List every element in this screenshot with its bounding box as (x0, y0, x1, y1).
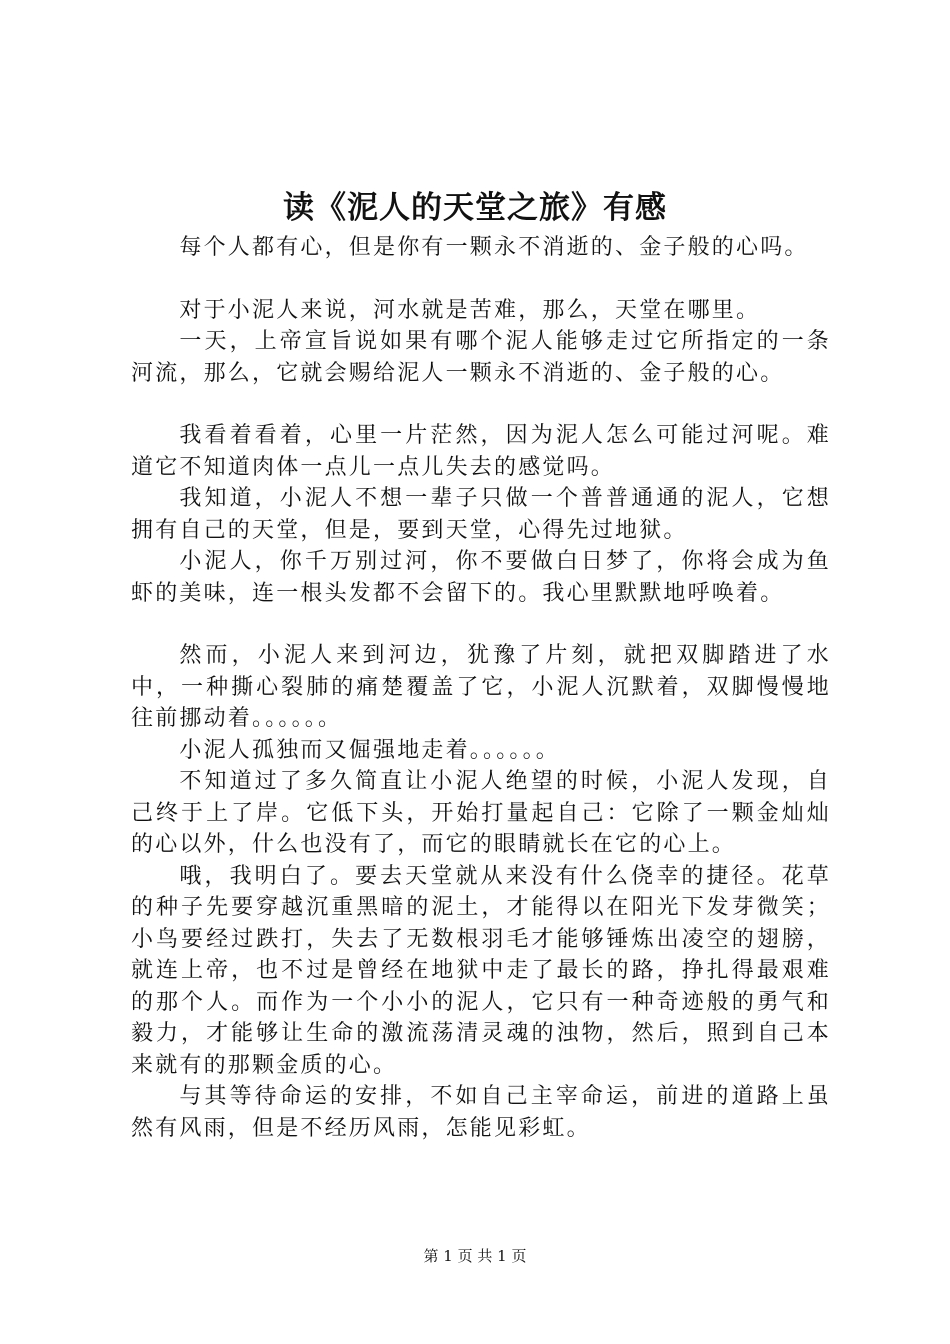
paragraph-6: 小泥人，你千万别过河，你不要做白日梦了，你将会成为鱼虾的美味，连一根头发都不会留下的。我心里默默地呼唤着。 (131, 549, 831, 606)
document-body (131, 232, 831, 1144)
paragraph-1: 每个人都有心，但是你有一颗永不消逝的、金子般的心吗。 (179, 235, 809, 260)
paragraph-7: 然而，小泥人来到河边，犹豫了片刻，就把双脚踏进了水中，一种撕心裂肺的痛楚覆盖了它，小泥人沉默着，双脚慢慢地往前挪动着。。。。。。 (131, 643, 831, 731)
paragraph-4: 我看着看着，心里一片茫然，因为泥人怎么可能过河呢。难道它不知道肉体一点儿一点儿失去的感觉吗。 (131, 423, 831, 480)
paragraph-3: 一天，上帝宣旨说如果有哪个泥人能够走过它所指定的一条河流，那么，它就会赐给泥人一颗永不消逝的、金子般的心。 (131, 329, 831, 386)
paragraph-2: 对于小泥人来说，河水就是苦难，那么，天堂在哪里。 (179, 297, 761, 323)
paragraph-9: 不知道过了多久简直让小泥人绝望的时候，小泥人发现，自己终于上了岸。它低下头，开始打量起自己：它除了一颗金灿灿的心以外，什么也没有了，而它的眼睛就长在它的心上。 (131, 769, 831, 857)
paragraph-5: 我知道，小泥人不想一辈子只做一个普普通通的泥人，它想拥有自己的天堂，但是，要到天堂，心得先过地狱。 (131, 486, 831, 543)
paragraph-10: 哦，我明白了。要去天堂就从来没有什么侥幸的捷径。花草的种子先要穿越沉重黑暗的泥土，才能得以在阳光下发芽微笑；小鸟要经过跌打，失去了无数根羽毛才能够锤炼出凌空的翅膀，就连上帝，也不过是曾经在地狱中走了最长的路，挣扎得最艰难的那个人。而作为一个小小的泥人，它只有一种奇迹般的勇气和毅力，才能够让生命的激流荡清灵魂的浊物，然后，照到自己本来就有的那颗金质的心。 (131, 863, 831, 1078)
paragraph-8: 小泥人孤独而又倔强地走着。。。。。。 (179, 737, 560, 763)
page-footer: 第 1 页 共 1 页 (423, 1247, 527, 1265)
document-title: 读《泥人的天堂之旅》有感 (283, 190, 667, 226)
paragraph-11: 与其等待命运的安排，不如自己主宰命运，前进的道路上虽然有风雨，但是不经历风雨，怎能见彩虹。 (131, 1084, 831, 1141)
